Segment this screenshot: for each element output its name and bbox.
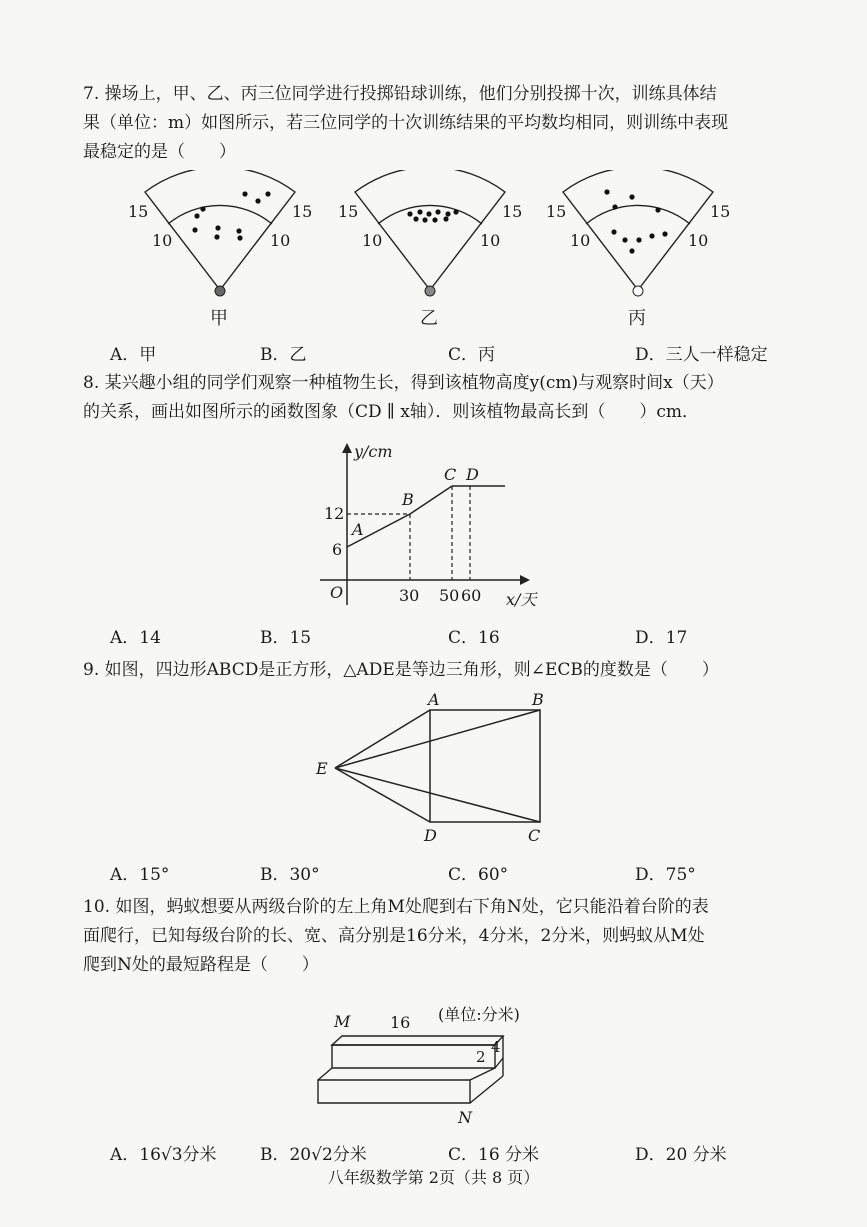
q8-point-d: D bbox=[466, 465, 479, 484]
q7-line1: 7. 操场上，甲、乙、丙三位同学进行投掷铅球训练，他们分别投掷十次，训练具体结 bbox=[83, 84, 717, 104]
q7-bing-label: 丙 bbox=[628, 308, 646, 329]
q8-option-b[interactable]: B．15 bbox=[260, 628, 312, 648]
q7-line2: 果（单位：m）如图所示，若三位同学的十次训练结果的平均数均相同，则训练中表现 bbox=[83, 113, 729, 133]
question-10 bbox=[83, 893, 783, 980]
q9-point-c: C bbox=[528, 826, 541, 845]
q9-option-a[interactable]: A．15° bbox=[110, 865, 170, 885]
q8-line2: 的关系，画出如图所示的函数图象（CD ∥ x轴）．则该植物最高长到（ ）cm． bbox=[83, 402, 700, 422]
q8-ytick-6: 6 bbox=[332, 540, 343, 559]
q7-jia-15-right: 15 bbox=[292, 202, 313, 221]
q8-option-d[interactable]: D．17 bbox=[635, 628, 688, 648]
q10-unit: (单位:分米) bbox=[438, 1005, 520, 1024]
q7-bing-15-left: 15 bbox=[546, 202, 567, 221]
q10-line1: 10. 如图，蚂蚁想要从两级台阶的左上角M处爬到右下角N处，它只能沿着台阶的表 bbox=[83, 897, 709, 917]
q10-option-b[interactable]: B．20√2分米 bbox=[260, 1145, 367, 1165]
question-7 bbox=[83, 80, 783, 167]
q7-fan-yi bbox=[338, 170, 522, 329]
q7-fan-jia bbox=[128, 170, 312, 329]
q7-bing-10-right: 10 bbox=[688, 231, 709, 250]
q7-line3: 最稳定的是（ ） bbox=[83, 142, 236, 162]
q8-xtick-30: 30 bbox=[399, 586, 420, 605]
page-footer: 八年级数学第 2页（共 8 页） bbox=[327, 1168, 540, 1187]
q7-jia-label: 甲 bbox=[210, 308, 228, 329]
q9-point-e: E bbox=[316, 759, 328, 778]
q7-jia-10-right: 10 bbox=[270, 231, 291, 250]
question-9 bbox=[83, 656, 783, 685]
q7-yi-label: 乙 bbox=[420, 308, 438, 329]
q10-option-d[interactable]: D．20 分米 bbox=[635, 1145, 727, 1165]
q8-line1: 8. 某兴趣小组的同学们观察一种植物生长，得到该植物高度y(cm)与观察时间x（天） bbox=[83, 373, 724, 393]
q10-label-2: 2 bbox=[476, 1048, 486, 1066]
q8-xtick-60: 60 bbox=[461, 586, 482, 605]
q7-yi-15-right: 15 bbox=[502, 202, 523, 221]
q8-x-axis-label: x/天 bbox=[506, 590, 537, 609]
q7-yi-10-right: 10 bbox=[480, 231, 501, 250]
q10-line2: 面爬行，已知每级台阶的长、宽、高分别是16分米，4分米，2分米，则蚂蚁从M处 bbox=[83, 926, 705, 946]
q8-option-c[interactable]: C．16 bbox=[448, 628, 500, 648]
q7-option-a[interactable]: A．甲 bbox=[110, 345, 157, 365]
q10-option-c[interactable]: C．16 分米 bbox=[448, 1145, 540, 1165]
q10-option-a[interactable]: A．16√3分米 bbox=[110, 1145, 217, 1165]
q8-y-axis-label: y/cm bbox=[354, 442, 393, 461]
q7-bing-15-right: 15 bbox=[710, 202, 731, 221]
q9-option-c[interactable]: C．60° bbox=[448, 865, 509, 885]
q7-figure bbox=[110, 170, 790, 330]
q7-option-b[interactable]: B．乙 bbox=[260, 345, 307, 365]
q8-origin: O bbox=[330, 583, 344, 602]
question-8 bbox=[83, 369, 783, 427]
q7-jia-15-left: 15 bbox=[128, 202, 149, 221]
q8-point-c: C bbox=[444, 465, 457, 484]
q10-label-m: M bbox=[334, 1012, 351, 1031]
q9-point-b: B bbox=[532, 690, 544, 709]
q8-ytick-12: 12 bbox=[324, 504, 345, 523]
q8-option-a[interactable]: A．14 bbox=[110, 628, 161, 648]
q8-graph bbox=[310, 435, 550, 615]
q9-figure bbox=[310, 688, 560, 848]
q7-fan-bing bbox=[546, 170, 730, 329]
q10-line3: 爬到N处的最短路程是（ ） bbox=[83, 955, 319, 975]
q10-label-n: N bbox=[458, 1108, 472, 1127]
q9-option-d[interactable]: D．75° bbox=[635, 865, 696, 885]
q9-point-a: A bbox=[428, 690, 440, 709]
q8-point-b: B bbox=[402, 490, 414, 509]
q8-xtick-50: 50 bbox=[439, 586, 460, 605]
q10-label-16: 16 bbox=[390, 1013, 411, 1032]
q7-option-c[interactable]: C．丙 bbox=[448, 345, 496, 365]
q7-jia-10-left: 10 bbox=[152, 231, 173, 250]
q9-point-d: D bbox=[424, 826, 437, 845]
q7-yi-15-left: 15 bbox=[338, 202, 359, 221]
q10-label-4: 4 bbox=[491, 1038, 501, 1056]
q7-bing-10-left: 10 bbox=[570, 231, 591, 250]
q10-figure bbox=[310, 1000, 570, 1130]
q9-option-b[interactable]: B．30° bbox=[260, 865, 320, 885]
q9-line1: 9. 如图，四边形ABCD是正方形，△ADE是等边三角形，则∠ECB的度数是（ ） bbox=[83, 660, 719, 680]
q7-yi-10-left: 10 bbox=[362, 231, 383, 250]
q8-point-a: A bbox=[352, 520, 364, 539]
q7-option-d[interactable]: D．三人一样稳定 bbox=[635, 345, 768, 365]
